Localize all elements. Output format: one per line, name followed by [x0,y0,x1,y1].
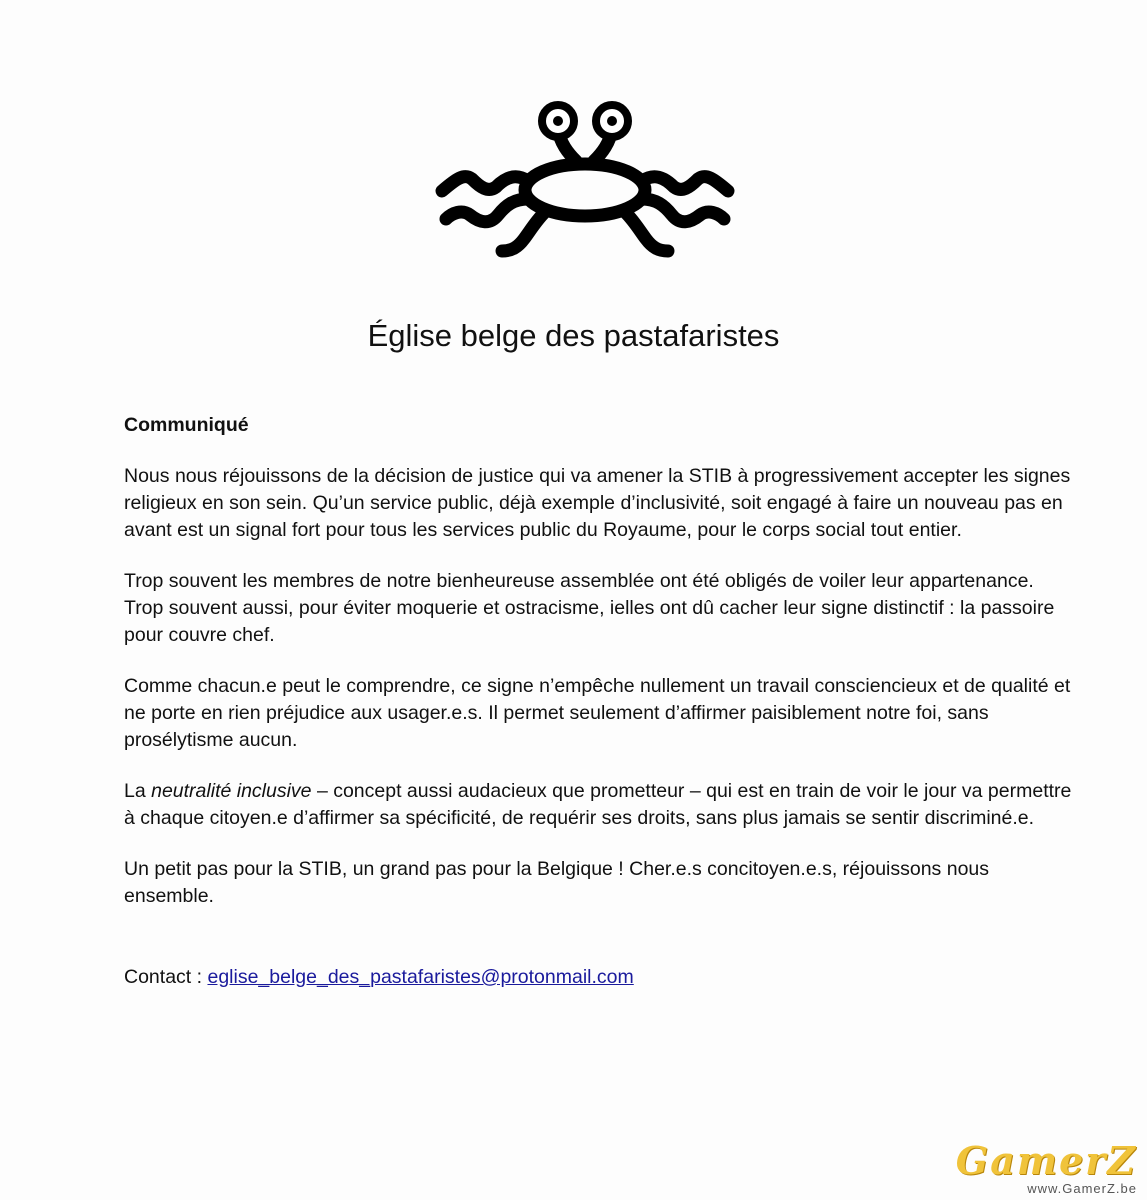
contact-line [124,964,1074,991]
flying-spaghetti-monster-icon [432,95,738,265]
section-heading: Communiqué [124,414,249,436]
paragraph-4-start: La [124,780,152,802]
watermark [955,1138,1137,1196]
paragraph-3: Comme chacun.e peut le comprendre, ce signe n’empêche nullement un travail consciencieux et de qualité et ne porte en rien préjudice aux usager.e.s. Il permet seulement d’affirmer paisiblement notre foi, sans prosélytisme aucun. [124,675,1071,751]
paragraph-5: Un petit pas pour la STIB, un grand pas pour la Belgique ! Cher.e.s concitoyen.e.s, réjouissons nous ensemble. [124,858,990,907]
paragraph-1: Nous nous réjouissons de la décision de justice qui va amener la STIB à progressivement accepter les signes religieux en son sein. Qu’un service public, déjà exemple d’inclusivité, soit engagé à faire un nouveau pas en avant est un signal fort pour tous les services public du Royaume, pour le corps social tout entier. [124,465,1071,541]
paragraph-4 [124,778,1074,832]
paragraph-4-end: – concept aussi audacieux que prometteur – qui est en train de voir le jour va permettre à chaque citoyen.e d’affirmer sa spécificité, de requérir ses droits, sans plus jamais se sentir discriminé.e. [124,780,1072,829]
communique-body [124,412,1074,1015]
page-title: Église belge des pastafaristes [367,318,780,353]
contact-label: Contact : [124,966,208,988]
watermark-url: www.GamerZ.be [1027,1181,1137,1196]
watermark-logo: GamerZ [955,1138,1137,1183]
paragraph-2: Trop souvent les membres de notre bienheureuse assemblée ont été obligés de voiler leur appartenance. Trop souvent aussi, pour éviter moquerie et ostracisme, ielles ont dû cacher leur signe distinctif : la passoire pour couvre chef. [124,570,1055,646]
emphasis-neutralite: neutralité inclusive [151,780,312,802]
contact-email-link[interactable]: eglise_belge_des_pastafaristes@protonmail.com [207,966,634,988]
